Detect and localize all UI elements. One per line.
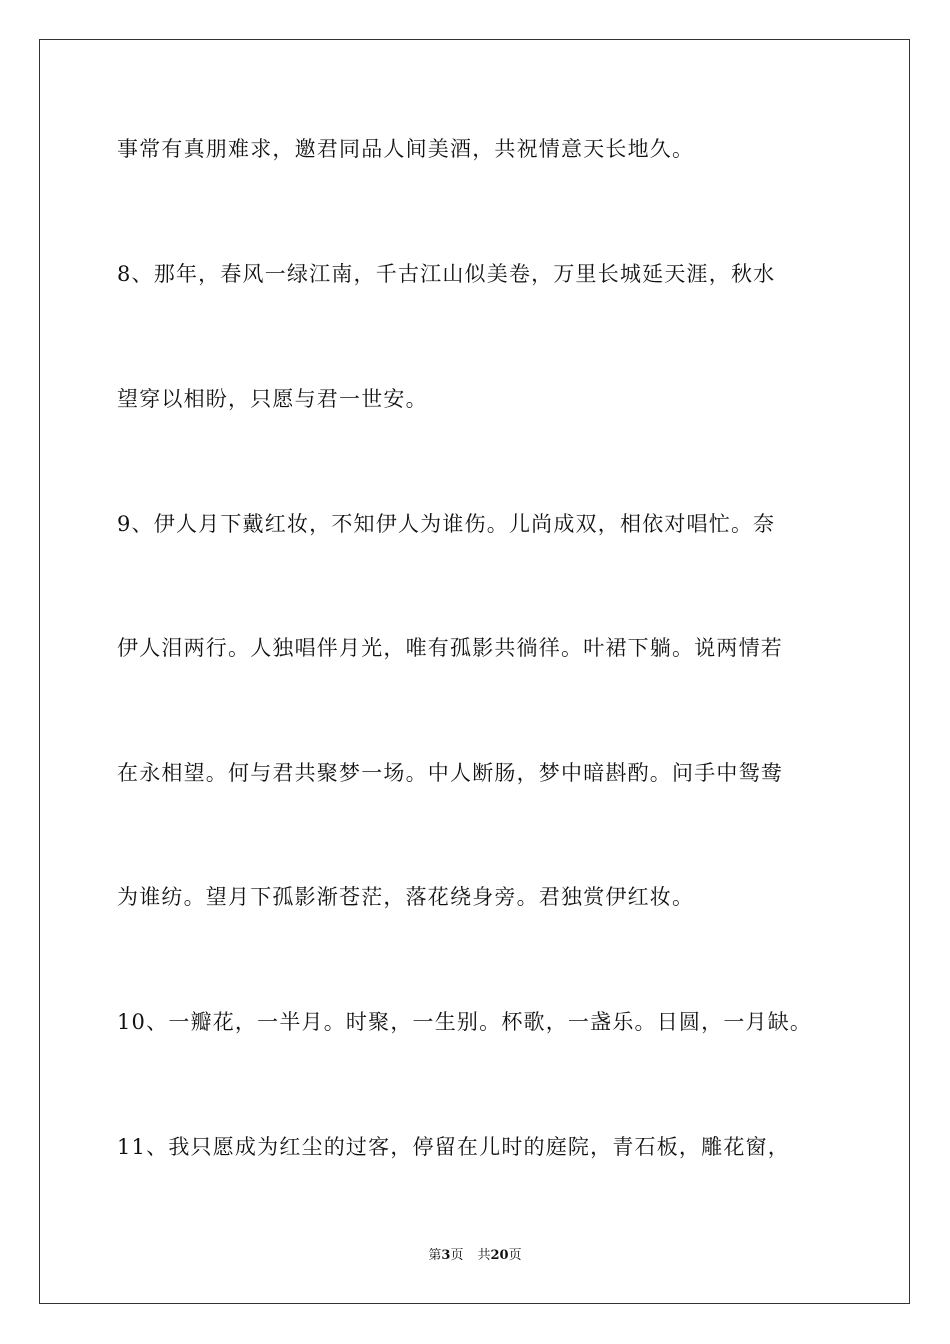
text-line: 8、那年，春风一绿江南，千古江山似美卷，万里长城延天涯，秋水 — [117, 262, 776, 286]
text-line: 望穿以相盼，只愿与君一世安。 — [117, 387, 428, 411]
page-prefix: 第 — [428, 1248, 442, 1263]
page-frame — [39, 39, 910, 1304]
text-line: 为谁纺。望月下孤影渐苍茫，落花绕身旁。君独赏伊红妆。 — [117, 885, 695, 909]
text-line: 伊人泪两行。人独唱伴月光，唯有孤影共徜徉。叶裙下躺。说两情若 — [117, 636, 783, 660]
total-pages: 20 — [490, 1248, 509, 1263]
page-footer — [0, 1248, 950, 1264]
page-suffix: 页 — [450, 1248, 464, 1263]
total-prefix: 共 — [477, 1248, 491, 1263]
text-line: 在永相望。何与君共聚梦一场。中人断肠，梦中暗斟酌。问手中鸳鸯 — [117, 761, 783, 785]
page-number: 3 — [441, 1248, 451, 1263]
text-line: 9、伊人月下戴红妆，不知伊人为谁伤。儿尚成双，相依对唱忙。奈 — [117, 512, 776, 536]
text-line: 11、我只愿成为红尘的过客，停留在儿时的庭院，青石板，雕花窗， — [117, 1135, 790, 1159]
total-suffix: 页 — [508, 1248, 522, 1263]
text-line: 10、一瓣花，一半月。时聚，一生别。杯歌，一盏乐。日圆，一月缺。 — [117, 1010, 813, 1034]
text-line: 事常有真朋难求，邀君同品人间美酒，共祝情意天长地久。 — [117, 137, 695, 161]
